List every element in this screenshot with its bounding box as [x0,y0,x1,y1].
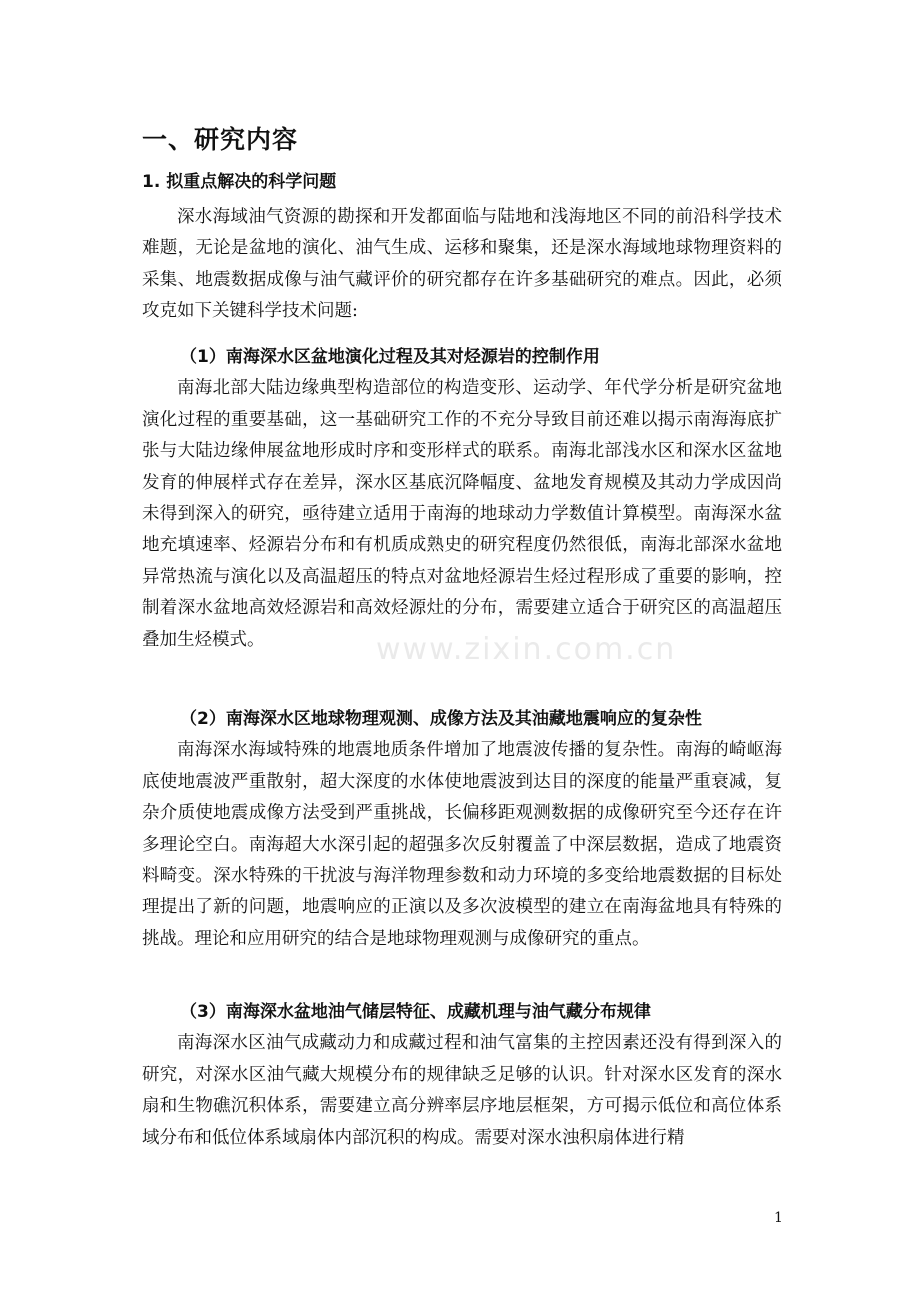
subsection-1 [142,342,782,656]
subsection-2 [142,704,782,955]
subsection-paragraph: 南海深水区油气成藏动力和成藏过程和油气富集的主控因素还没有得到深入的研究，对深水区油气藏大规模分布的规律缺乏足够的认识。针对深水区发育的深水扇和生物礁沉积体系，需要建立高分辨率层序地层框架，方可揭示低位和高位体系域分布和低位体系域扇体内部沉积的构成。需要对深水浊积扇体进行精 [142,1033,782,1148]
chapter-heading: 一、研究内容 [142,125,299,154]
intro-paragraph-block [142,202,782,328]
subsection-3 [142,997,782,1154]
section-heading: 1. 拟重点解决的科学问题 [142,172,337,192]
subsection-title: （3）南海深水盆地油气储层特征、成藏机理与油气藏分布规律 [180,1002,651,1022]
intro-paragraph: 深水海域油气资源的勘探和开发都面临与陆地和浅海地区不同的前沿科学技术难题，无论是盆地的演化、油气生成、运移和聚集，还是深水海域地球物理资料的采集、地震数据成像与油气藏评价的研究都存在许多基础研究的难点。因此，必须攻克如下关键科学技术问题: [142,207,782,322]
page-number: 1 [774,1210,783,1226]
subsection-paragraph: 南海北部大陆边缘典型构造部位的构造变形、运动学、年代学分析是研究盆地演化过程的重要基础，这一基础研究工作的不充分导致目前还难以揭示南海海底扩张与大陆边缘伸展盆地形成时序和变形样式的联系。南海北部浅水区和深水区盆地发育的伸展样式存在差异，深水区基底沉降幅度、盆地发育规模及其动力学成因尚未得到深入的研究，亟待建立适用于南海的地球动力学数值计算模型。南海深水盆地充填速率、烃源岩分布和有机质成熟史的研究程度仍然很低，南海北部深水盆地异常热流与演化以及高温超压的特点对盆地烃源岩生烃过程形成了重要的影响，控制着深水盆地高效烃源岩和高效烃源灶的分布，需要建立适合于研究区的高温超压叠加生烃模式。 [142,378,782,650]
subsection-paragraph: 南海深水海域特殊的地震地质条件增加了地震波传播的复杂性。南海的崎岖海底使地震波严重散射，超大深度的水体使地震波到达目的深度的能量严重衰减，复杂介质使地震成像方法受到严重挑战，长偏移距观测数据的成像研究至今还存在许多理论空白。南海超大水深引起的超强多次反射覆盖了中深层数据，造成了地震资料畸变。深水特殊的干扰波与海洋物理参数和动力环境的多变给地震数据的目标处理提出了新的问题，地震响应的正演以及多次波模型的建立在南海盆地具有特殊的挑战。理论和应用研究的结合是地球物理观测与成像研究的重点。 [142,740,782,949]
subsection-title: （1）南海深水区盆地演化过程及其对烃源岩的控制作用 [180,347,600,367]
subsection-title: （2）南海深水区地球物理观测、成像方法及其油藏地震响应的复杂性 [180,709,702,729]
watermark: www.zixin.com.cn [376,632,677,667]
